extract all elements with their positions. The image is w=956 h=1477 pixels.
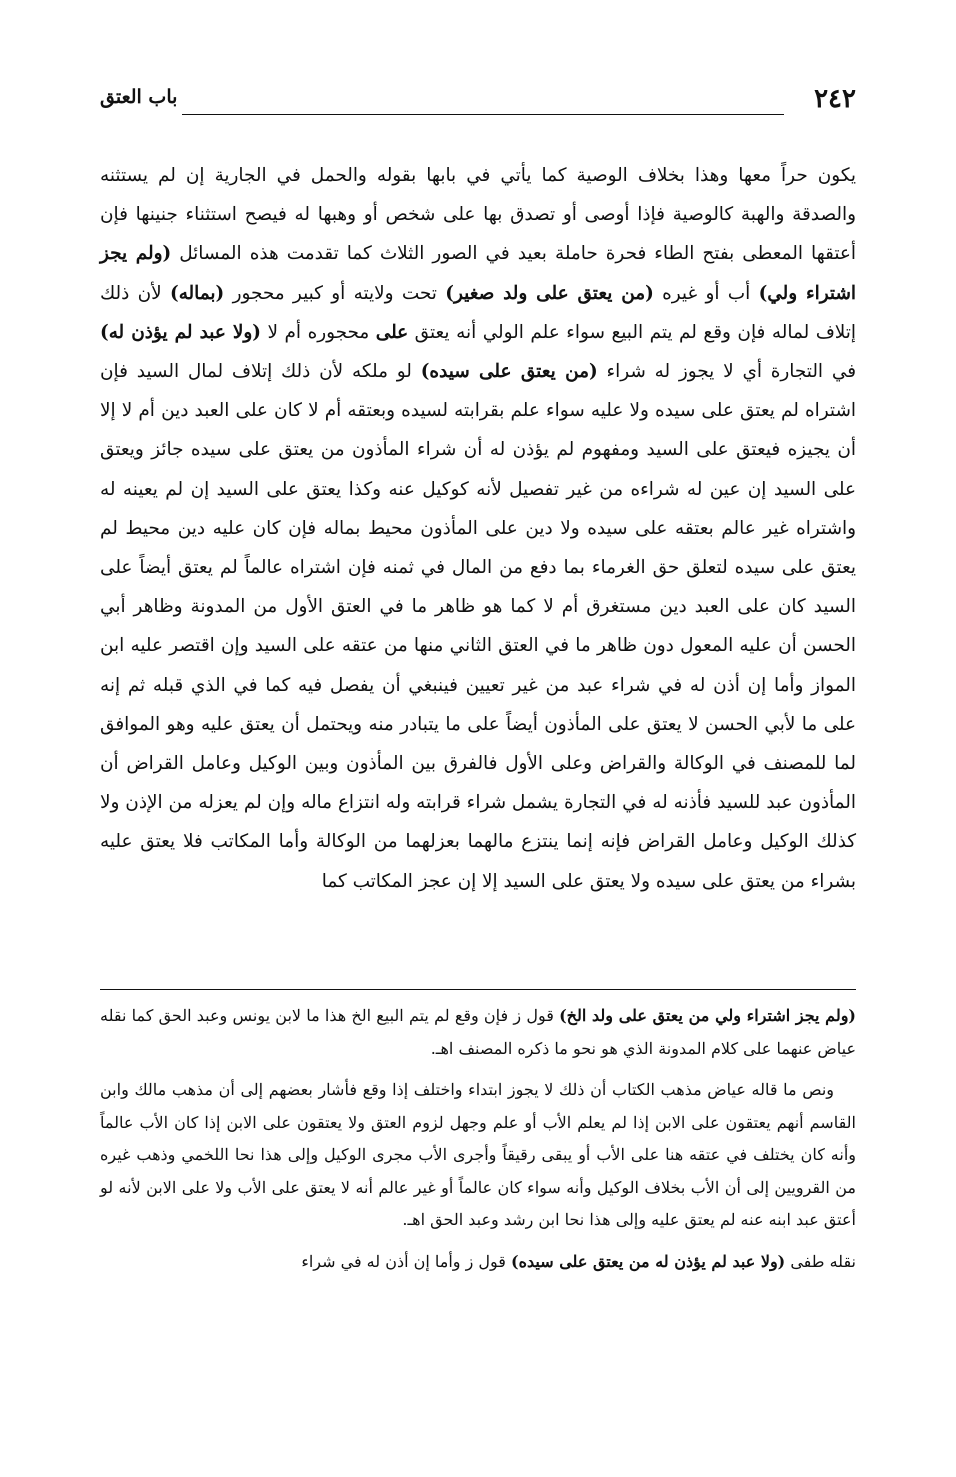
main-text [100, 156, 856, 901]
chapter-title: باب العتق [100, 86, 178, 108]
text-run: قول ز وأما إن أذن له في شراء [301, 1251, 512, 1271]
text-run: لو ملكه لأن ذلك إتلاف لمال السيد فإن اشتراه لم يعتق على سيده ولا عليه سواء علم بقرابته لسيده وبعتقه أم لا كان على العبد دين أم لا إلا أن يجيزه فيعتق على السيد ومفهوم لم يؤذن له أن شراء المأذون من يعتق على سيده جائز ويعتق على السيد إن عين له شراءه من غير تفصيل لأنه كوكيل عنه وكذا يعتق على السيد إن لم يعينه له واشتراه غير عالم بعتقه على سيده ولا دين على المأذون محيط بماله فإن كان عليه دين محيط لم يعتق على سيده لتعلق حق الغرماء بما دفع من المال في ثمنه فإن اشتراه عالماً لم يعتق أيضاً على السيد كان على العبد دين مستغرق أم لا كما هو ظاهر ما في العتق الأول من المدونة وظاهر أبي الحسن أن عليه المعول دون ظاهر ما في العتق الثاني منها من عتقه على السيد وإن اقتصر عليه ابن المواز وأما إن أذن له في شراء عبد من غير تعيين فينبغي أن يفصل فيه كما في الذي قبله ثم إنه على ما لأبي الحسن لا يعتق على المأذون أيضاً على ما يتبادر منه ويحتمل أن يعتق عليه وهو الموافق لما للمصنف في الوكالة والقراض وعلى الأول فالفرق بين المأذون وبين الوكيل وعامل القراض أن المأذون عبد للسيد فأذنه له في التجارة يشمل شراء قرابته وله انتزاع ماله وإن لم يعزله من الإذن ولا كذلك الوكيل وعامل القراض فإنه إنما ينتزع مالهما بعزلهما من الوكالة وأما المكاتب فلا يعتق عليه بشراء من يعتق على سيده ولا يعتق على السيد إلا إن عجز المكاتب كما [100, 361, 856, 892]
page-header [100, 84, 856, 124]
text-run: محجوره أم لا [260, 321, 376, 343]
matn-quote: (من يعتق على سيده) [420, 361, 598, 383]
matn-quote: (من يعتق على ولد صغير) [445, 282, 654, 304]
text-run: لأن ذلك إتلاف لماله فإن وقع لم يتم البيع سواء علم الولي أنه يعتق [100, 282, 856, 343]
text-run: قول ز فإن وقع لم يتم البيع الخ هذا ما لابن يونس وعبد الحق كما نقله عياض عنهما على كلام المدونة الذي هو نحو ما ذكره المصنف اهـ. [100, 1006, 856, 1058]
main-paragraph [100, 156, 856, 901]
matn-quote: (ولا عبد لم يؤذن له) [100, 321, 261, 343]
footnote-paragraph [100, 1246, 856, 1279]
matn-quote: على [375, 321, 409, 343]
footnotes [100, 1000, 856, 1287]
text-run: يكون حراً معها وهذا بخلاف الوصية كما يأتي في بابها بقوله والحمل في الجارية إن لم يستثنه والصدقة والهبة كالوصية فإذا أوصى أو تصدق بها على شخص أو وهبها له فيصح استثناء جنينها فإن أعتقها المعطى بفتح الطاء فحرة حاملة بعيد في الصور الثلاث كما تقدمت هذه المسائل [100, 165, 856, 265]
text-run: نقله طفى [785, 1251, 856, 1271]
matn-quote: (ولم يجز اشتراء ولي) [100, 243, 856, 304]
text-run: في التجارة أي لا يجوز له شراء [597, 361, 856, 383]
text-run: أب أو غيره [653, 282, 759, 304]
footnote-rule [100, 989, 856, 990]
matn-quote: (ولم يجز اشتراء ولي من يعتق على ولد الخ) [559, 1006, 857, 1025]
page-number: ٢٤٢ [814, 84, 856, 114]
footnote-paragraph [100, 1000, 856, 1065]
header-rule [182, 114, 784, 115]
footnote-paragraph [100, 1074, 856, 1237]
matn-quote: (ولا عبد لم يؤذن له من يعتق على سيده) [511, 1251, 786, 1271]
matn-quote: (بماله) [170, 282, 225, 304]
text-run: ونص ما قاله عياض مذهب الكتاب أن ذلك لا يجوز ابتداء واختلف إذا وقع فأشار بعضهم إلى أن مذهب مالك وابن القاسم أنهم يعتقون على الابن إذا لم يعلم الأب أو علم وجهل لزوم العتق ولا يعتقون على الابن إذا كان الأب عالماً وأنه كان يختلف في عتقه هنا على الأب أو يبقى رقيقاً وأجرى الأب مجرى الوكيل وإلى هذا نحا اللخمي وذهب غيره من القرويين إلى أن الأب بخلاف الوكيل وأنه سواء كان عالماً أو غير عالم أنه لا يعتق على الأب ولا على الابن لأنه لو أعتق عبد ابنه عنه لم يعتق عليه وإلى هذا نحا ابن رشد وعبد الحق اهـ. [100, 1080, 857, 1229]
text-run: تحت ولايته أو كبير محجور [224, 282, 446, 304]
